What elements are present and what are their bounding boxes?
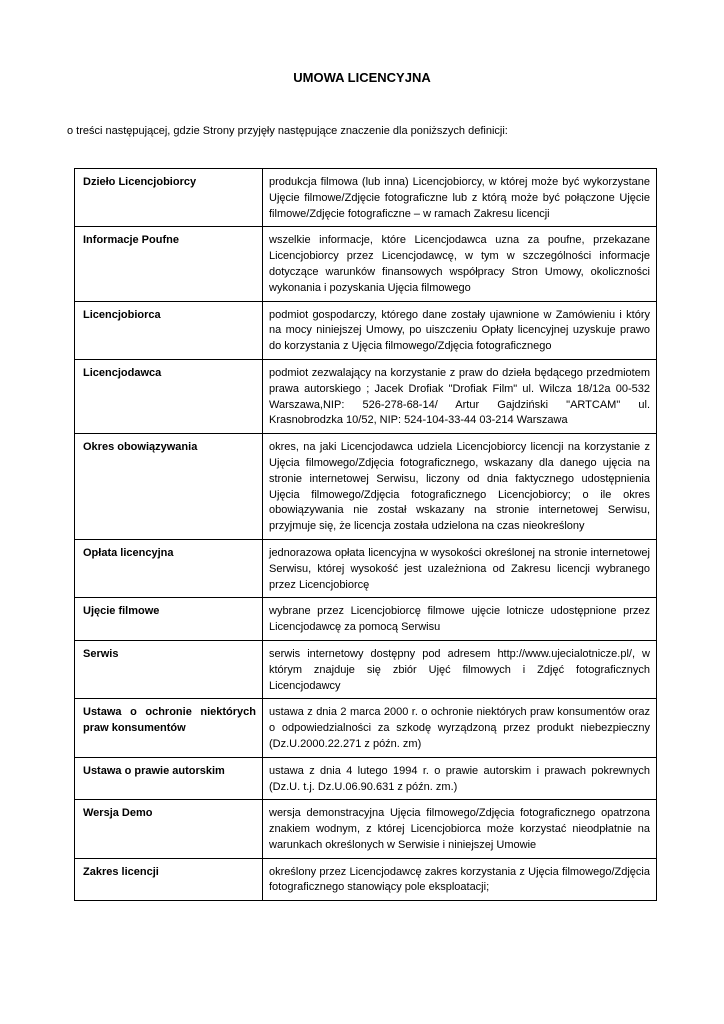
document-title: UMOWA LICENCYJNA — [293, 70, 431, 85]
definition-text: serwis internetowy dostępny pod adresem http://www.ujecialotnicze.pl/, w którym znajduje się zbiór Ujęć filmowych i Zdjęć fotograficznych Licencjodawcy — [269, 647, 650, 692]
definition-row — [75, 301, 657, 359]
term-cell — [75, 757, 263, 800]
definition-cell — [263, 301, 657, 359]
definition-cell — [263, 640, 657, 698]
definition-row — [75, 757, 657, 800]
definition-text: wersja demonstracyjna Ujęcia filmowego/Zdjęcia fotograficznego opatrzona znakiem wodnym, z której Licencjobiorca może korzystać nieodpłatnie na warunkach określonych w Serwisie i niniejszej Umowie — [269, 807, 650, 851]
term-cell — [75, 227, 263, 301]
term-label: Serwis — [83, 647, 119, 660]
definition-cell — [263, 598, 657, 641]
term-cell — [75, 640, 263, 698]
definitions-table — [74, 168, 657, 901]
definition-row — [75, 169, 657, 227]
definition-row — [75, 359, 657, 433]
term-label: Dzieło Licencjobiorcy — [83, 176, 197, 188]
definition-row — [75, 640, 657, 698]
definition-cell — [263, 800, 657, 858]
definition-text: podmiot zezwalający na korzystanie z praw do dzieła będącego przedmiotem prawa autorskiego ; Jacek Drofiak "Drofiak Film" ul. Wilcza 18/12a 00-532 Warszawa,NIP: 526-278-68-14/ Artur Gajdziński "ARTCAM" ul. Krasnobrodzka 10/52, NIP: 524-104-33-44 03-214 Warszawa — [269, 366, 650, 427]
definition-row — [75, 800, 657, 858]
definition-row — [75, 227, 657, 301]
term-cell — [75, 359, 263, 433]
term-label: Ustawa o prawie autorskim — [83, 764, 225, 777]
definition-cell — [263, 169, 657, 227]
definition-row — [75, 434, 657, 540]
definition-text: jednorazowa opłata licencyjna w wysokości określonej na stronie internetowej Serwisu, której wysokość jest uzależniona od Zakresu licencji wybranego przez Licencjobiorcę — [269, 546, 650, 591]
term-label: Ujęcie filmowe — [83, 605, 160, 618]
definition-cell — [263, 359, 657, 433]
term-label: Opłata licencyjna — [83, 546, 174, 559]
definition-text: wszelkie informacje, które Licencjodawca uzna za poufne, przekazane Licencjobiorcy przez Licencjodawcę, w tym w szczególności informacje dotyczące warunków finansowych współpracy Stron Umowy, okoliczności wykonania i pozyskania Ujęcia filmowego — [269, 234, 650, 294]
term-cell — [75, 434, 263, 540]
term-cell — [75, 169, 263, 227]
definition-text: wybrane przez Licencjobiorcę filmowe ujęcie lotnicze udostępnione przez Licencjodawcę za pomocą Serwisu — [269, 605, 650, 634]
definition-cell — [263, 434, 657, 540]
definition-text: określony przez Licencjodawcę zakres korzystania z Ujęcia filmowego/Zdjęcia fotograficznego stanowiący pole eksploatacji; — [269, 865, 650, 894]
term-cell — [75, 301, 263, 359]
term-cell — [75, 858, 263, 901]
term-label: Wersja Demo — [83, 807, 153, 820]
definition-text: okres, na jaki Licencjodawca udziela Licencjobiorcy licencji na korzystanie z Ujęcia filmowego/Zdjęcia fotograficznego, wskazany dla danego ujęcia na stronie internetowej Serwisu, liczony od dnia faktycznego udostępnienia Ujęcia filmowego/Zdjęcia fotograficznego Licencjobiorcy; o ile okres obowiązywania nie został wskazany na stronie internetowej Serwisu, przyjmuje się, że licencja została udzielona na czas nieokreślony — [269, 441, 650, 533]
term-label: Okres obowiązywania — [83, 441, 198, 454]
definition-cell — [263, 858, 657, 901]
definition-text: podmiot gospodarczy, którego dane zostały ujawnione w Zamówieniu i który na mocy niniejszej Umowy, po uiszczeniu Opłaty licencyjnej uzyskuje prawo do korzystania z Ujęcia filmowego/Zdjęcia fotograficznego — [269, 308, 650, 353]
term-label: Licencjodawca — [83, 366, 162, 379]
definition-cell — [263, 539, 657, 597]
definition-row — [75, 598, 657, 641]
intro-text: o treści następującej, gdzie Strony przyjęły następujące znaczenie dla poniższych definicji: — [67, 125, 508, 137]
term-label: Zakres licencji — [83, 865, 159, 878]
definition-row — [75, 699, 657, 757]
term-label: Licencjobiorca — [83, 308, 161, 321]
definition-row — [75, 858, 657, 901]
term-cell — [75, 598, 263, 641]
definition-row — [75, 539, 657, 597]
term-cell — [75, 699, 263, 757]
definition-text: ustawa z dnia 4 lutego 1994 r. o prawie autorskim i prawach pokrewnych (Dz.U. t.j. Dz.U.06.90.631 z późn. zm.) — [269, 764, 650, 793]
definition-cell — [263, 227, 657, 301]
term-cell — [75, 539, 263, 597]
term-label: Ustawa o ochronie niektórych praw konsumentów — [83, 706, 256, 735]
term-label: Informacje Poufne — [83, 234, 179, 247]
definition-cell — [263, 699, 657, 757]
definition-text: produkcja filmowa (lub inna) Licencjobiorcy, w której może być wykorzystane Ujęcie filmowe/Zdjęcie fotograficzne lub z którą może być połączone Ujęcie filmowe/Zdjęcie fotograficzne – w ramach Zakresu licencji — [269, 176, 650, 220]
definition-text: ustawa z dnia 2 marca 2000 r. o ochronie niektórych praw konsumentów oraz o odpowiedzialności za szkodę wyrządzoną przez produkt niebezpieczny (Dz.U.2000.22.271 z późn. zm) — [269, 706, 650, 750]
definition-cell — [263, 757, 657, 800]
term-cell — [75, 800, 263, 858]
